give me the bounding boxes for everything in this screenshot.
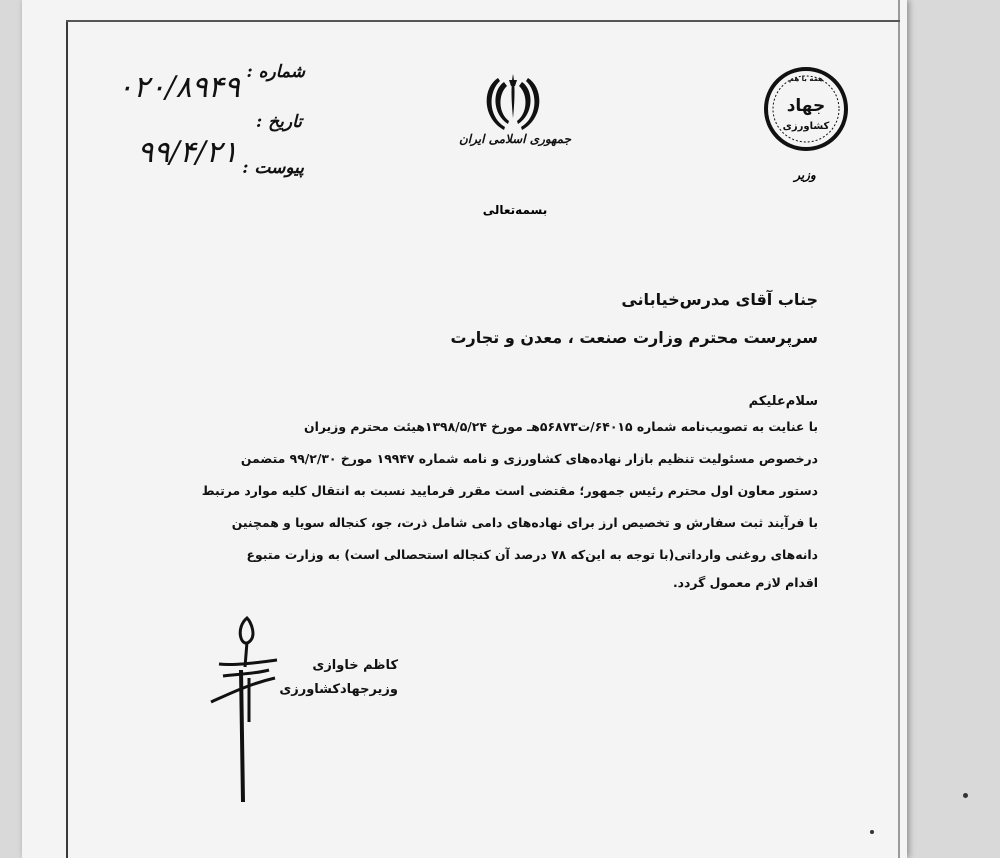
addressee-name: جناب آقای مدرس‌خیابانی (621, 290, 818, 309)
attachment-label: پیوست : (242, 158, 304, 178)
body-line-2: درخصوص مسئولیت تنظیم بازار نهاده‌های کشاورزی و نامه شماره ۱۹۹۴۷ مورخ ۹۹/۲/۳۰ متضمن (240, 451, 818, 466)
body-line-4: با فرآیند ثبت سفارش و تخصیص ارز برای نهاده‌های دامی شامل ذرت، جو، کنجاله سویا و همچنین (231, 515, 818, 530)
signatory-name: کاظم خاوازی (312, 658, 398, 673)
seal-sub-text: کشاورزی (782, 121, 830, 132)
number-value: ۰۲۰/۸۹۴۹ (117, 70, 240, 105)
signatory-title: وزیرجهادکشاورزی (279, 682, 398, 697)
greeting: سلام‌علیکم (748, 394, 818, 409)
top-border-line (66, 20, 900, 22)
date-label: تاریخ : (255, 112, 302, 132)
number-label: شماره : (246, 62, 305, 82)
scan-speck (870, 830, 874, 834)
body-line-3: دستور معاون اول محترم رئیس جمهور؛ مقتضی است مقرر فرمایید نسبت به انتقال کلیه موارد مرتبط (201, 483, 818, 498)
date-value: ۹۹/۴/۲۱ (137, 135, 238, 170)
seal-top-text: همه با هم (788, 75, 824, 83)
right-page-edge (898, 0, 900, 858)
iran-emblem-icon (478, 68, 548, 138)
body-line-5: دانه‌های روغنی وارداتی(با توجه به این‌که ۷۸ درصد آن کنجاله استحصالی است) به وزارت متبوع (246, 547, 818, 562)
seal-caption: وزیر (794, 168, 816, 182)
emblem-caption: جمهوری اسلامی ایران (458, 132, 572, 146)
scan-speck (963, 793, 968, 798)
body-line-6: اقدام لازم معمول گردد. (672, 575, 818, 590)
left-border-line (66, 20, 68, 858)
ministry-seal-icon (762, 65, 850, 153)
bismillah-heading: بسمه‌تعالی (482, 203, 548, 217)
body-line-1: با عنایت به تصویب‌نامه شماره ۶۴۰۱۵/ت۵۶۸۷۳هـ مورخ ۱۳۹۸/۵/۲۴هیئت محترم وزیران (304, 419, 818, 434)
addressee-title: سرپرست محترم وزارت صنعت ، معدن و تجارت (450, 328, 818, 347)
seal-main-text: جهاد (786, 96, 826, 116)
signature-mark (205, 612, 285, 812)
